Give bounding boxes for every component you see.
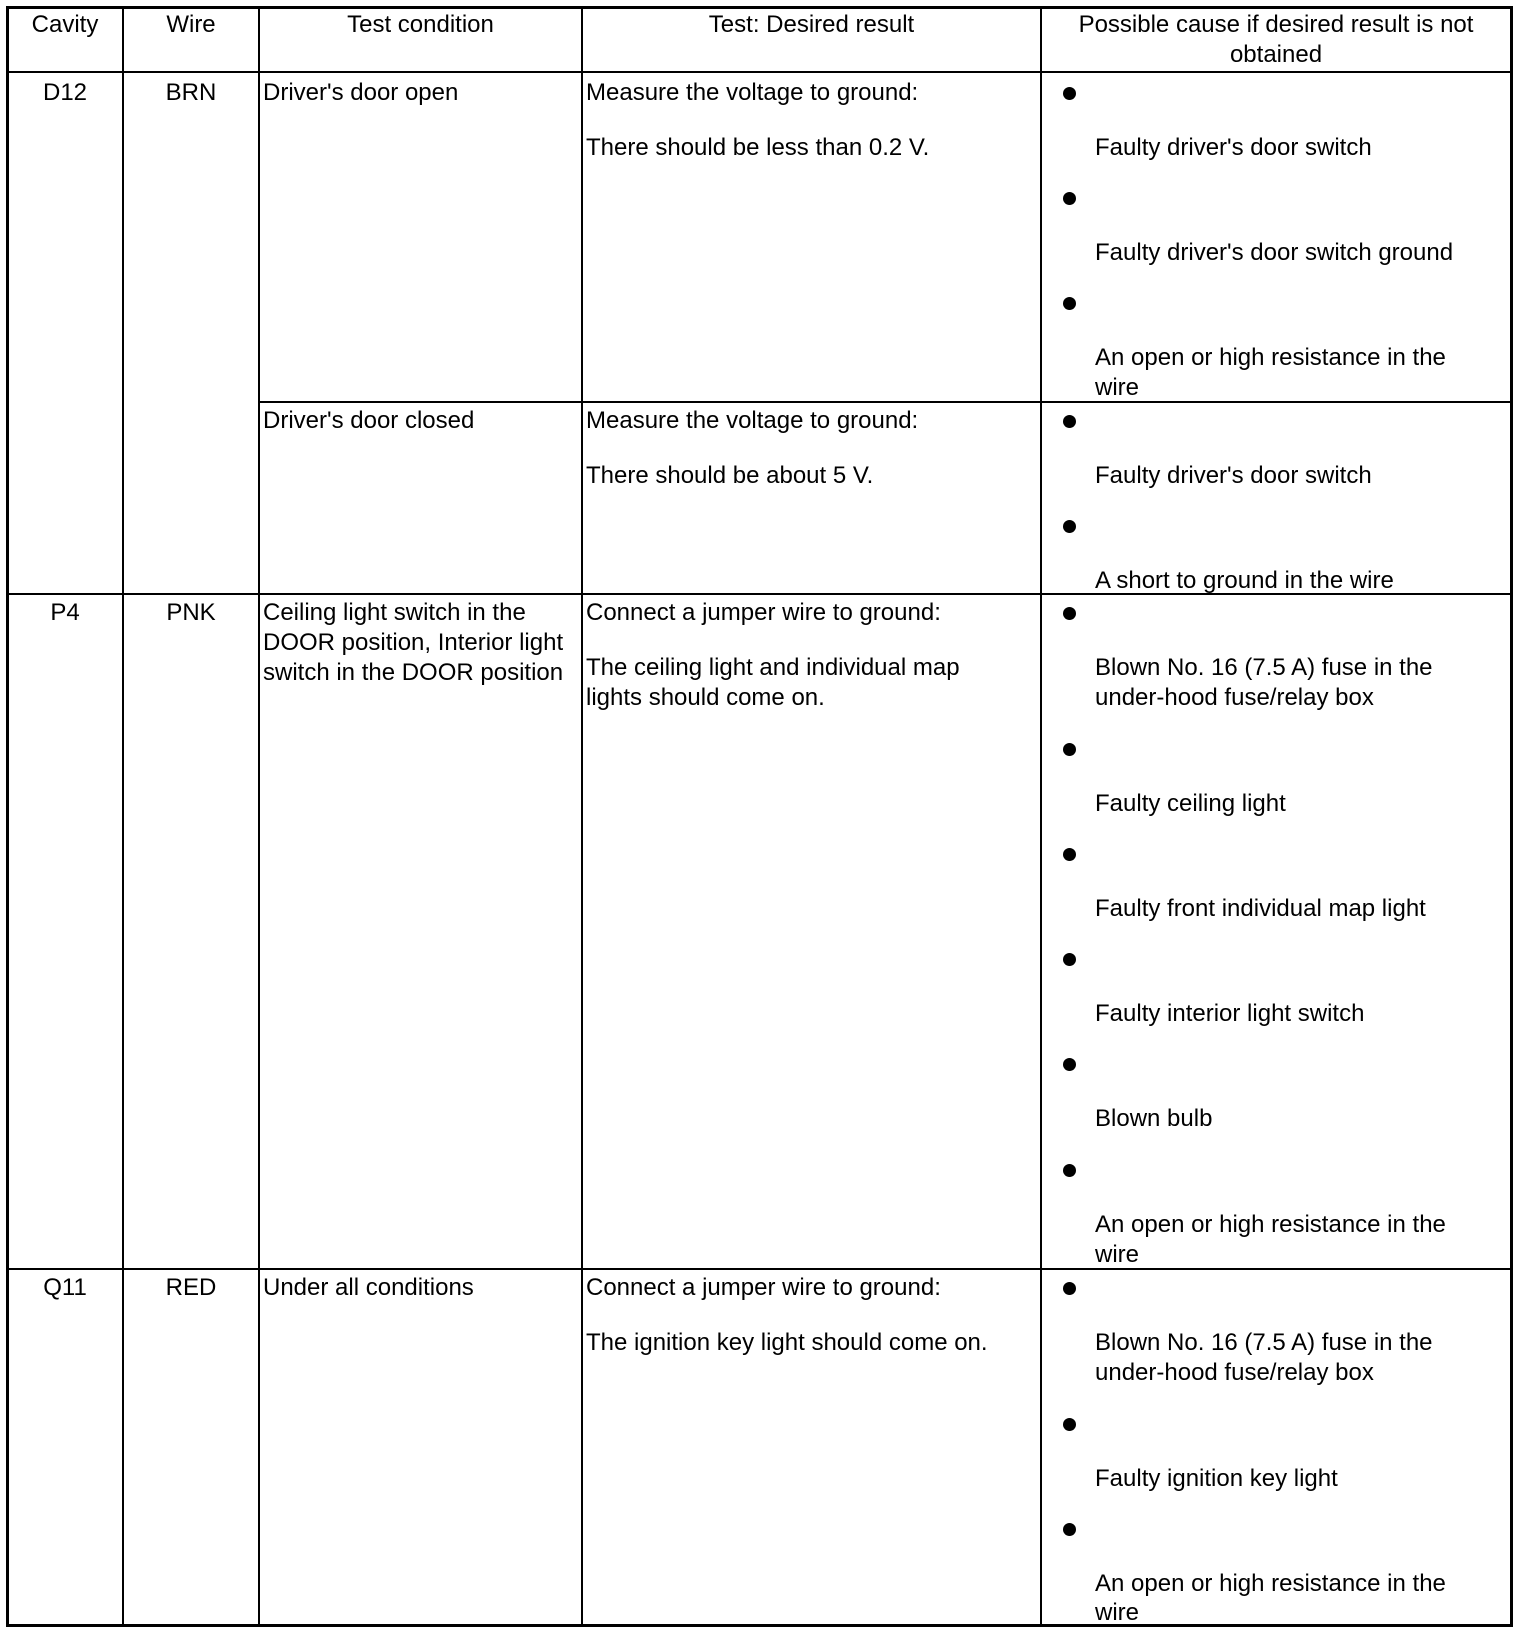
result-expectation-cont: lights should come on. <box>586 684 825 711</box>
cause-item: Blown No. 16 (7.5 A) fuse in the <box>1095 654 1433 681</box>
cause-item: Faulty ceiling light <box>1095 790 1286 817</box>
cause-item-cont: wire <box>1095 1599 1140 1626</box>
column-divider <box>258 6 260 1626</box>
cause-item-cont: wire <box>1095 1241 1140 1268</box>
header-cavity: Cavity <box>31 11 99 38</box>
result-expectation: The ignition key light should come on. <box>586 1329 988 1356</box>
result-expectation: The ceiling light and individual map <box>586 654 960 681</box>
column-divider <box>1040 6 1042 1626</box>
bullet-icon <box>1063 192 1076 205</box>
cause-item: An open or high resistance in the <box>1095 1570 1446 1597</box>
cause-item: Faulty ignition key light <box>1095 1465 1338 1492</box>
result-expectation: There should be about 5 V. <box>586 462 874 489</box>
test-condition: Ceiling light switch in the <box>263 599 526 626</box>
bullet-icon <box>1063 953 1076 966</box>
result-expectation: There should be less than 0.2 V. <box>586 134 930 161</box>
header-possible-cause: Possible cause if desired result is not <box>1078 11 1474 38</box>
table-border-left <box>6 6 9 1627</box>
wire-cell: BRN <box>165 79 217 106</box>
cause-item-cont: wire <box>1095 374 1140 401</box>
bullet-icon <box>1063 848 1076 861</box>
cause-item-cont: under-hood fuse/relay box <box>1095 1359 1374 1386</box>
cause-item: An open or high resistance in the <box>1095 344 1446 371</box>
test-condition: Under all conditions <box>263 1274 474 1301</box>
bullet-icon <box>1063 297 1076 310</box>
result-instruction: Connect a jumper wire to ground: <box>586 599 941 626</box>
bullet-icon <box>1063 520 1076 533</box>
bullet-icon <box>1063 87 1076 100</box>
table-border-bottom <box>8 1624 1512 1627</box>
bullet-icon <box>1063 415 1076 428</box>
cause-item: Faulty driver's door switch <box>1095 462 1372 489</box>
cause-item-cont: under-hood fuse/relay box <box>1095 684 1374 711</box>
bullet-icon <box>1063 1282 1076 1295</box>
header-test-condition: Test condition <box>347 11 494 38</box>
result-instruction: Measure the voltage to ground: <box>586 79 919 106</box>
bullet-icon <box>1063 607 1076 620</box>
cavity-cell: Q11 <box>43 1274 87 1301</box>
cause-item: Faulty interior light switch <box>1095 1000 1365 1027</box>
cause-item: Faulty driver's door switch ground <box>1095 239 1454 266</box>
cause-item: Faulty driver's door switch <box>1095 134 1372 161</box>
header-divider <box>8 71 1512 73</box>
bullet-icon <box>1063 743 1076 756</box>
cause-item: Faulty front individual map light <box>1095 895 1426 922</box>
cause-item: Blown No. 16 (7.5 A) fuse in the <box>1095 1329 1433 1356</box>
cause-item: Blown bulb <box>1095 1105 1213 1132</box>
bullet-icon <box>1063 1058 1076 1071</box>
header-possible-cause-cont: obtained <box>1229 41 1323 68</box>
table-border-right <box>1510 6 1513 1627</box>
row-divider <box>8 1268 1512 1270</box>
table-border-top <box>8 6 1512 9</box>
header-wire: Wire <box>166 11 216 38</box>
result-instruction: Measure the voltage to ground: <box>586 407 919 434</box>
bullet-icon <box>1063 1164 1076 1177</box>
test-condition-cont: switch in the DOOR position <box>263 659 564 686</box>
bullet-icon <box>1063 1523 1076 1536</box>
test-condition-cont: DOOR position, Interior light <box>263 629 564 656</box>
column-divider <box>122 6 124 1626</box>
result-instruction: Connect a jumper wire to ground: <box>586 1274 941 1301</box>
wire-cell: RED <box>165 1274 217 1301</box>
cavity-cell: D12 <box>42 79 88 106</box>
cause-item: An open or high resistance in the <box>1095 1211 1446 1238</box>
test-condition: Driver's door open <box>263 79 459 106</box>
cause-item: A short to ground in the wire <box>1095 567 1394 594</box>
test-condition: Driver's door closed <box>263 407 475 434</box>
sub-row-divider <box>260 401 1512 403</box>
cavity-cell: P4 <box>50 599 80 626</box>
wire-cell: PNK <box>166 599 216 626</box>
header-desired-result: Test: Desired result <box>708 11 915 38</box>
bullet-icon <box>1063 1418 1076 1431</box>
column-divider <box>581 6 583 1626</box>
